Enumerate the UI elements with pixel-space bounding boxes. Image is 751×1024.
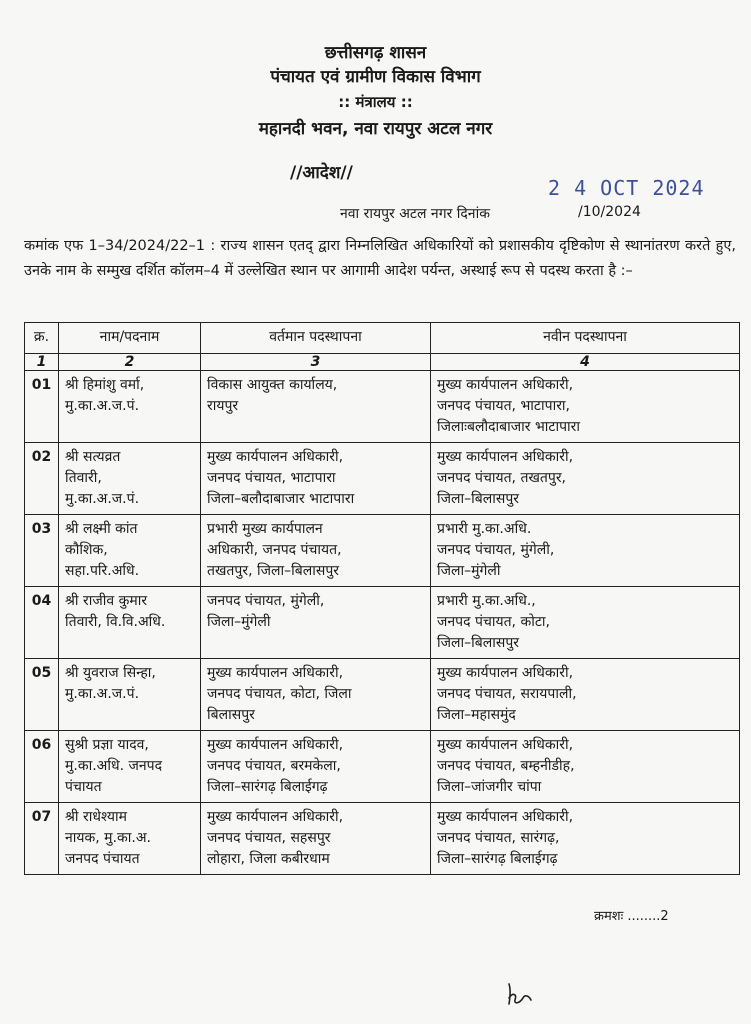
table-header-row <box>25 323 740 354</box>
table-row <box>25 587 740 659</box>
current-posting-cell: मुख्य कार्यपालन अधिकारी, जनपद पंचायत, सहसपुर लोहारा, जिला कबीरधाम <box>201 803 431 875</box>
column-number: 2 <box>59 354 201 371</box>
current-posting-cell: मुख्य कार्यपालन अधिकारी, जनपद पंचायत, कोटा, जिला बिलासपुर <box>201 659 431 731</box>
current-posting-cell: मुख्य कार्यपालन अधिकारी, जनपद पंचायत, भाटापारा जिला–बलौदाबाजार भाटापारा <box>201 443 431 515</box>
address-line: महानदी भवन, नवा रायपुर अटल नगर <box>258 119 493 139</box>
header-name: नाम/पदनाम <box>59 323 201 354</box>
order-title: //आदेश// <box>290 163 353 183</box>
name-cell: श्री सत्यव्रत तिवारी, मु.का.अ.ज.पं. <box>59 443 201 515</box>
new-posting-cell: मुख्य कार्यपालन अधिकारी, जनपद पंचायत, सरायपाली, जिला–महासमुंद <box>431 659 740 731</box>
serial-cell: 03 <box>25 515 59 587</box>
order-date: /10/2024 <box>578 204 641 220</box>
table-row <box>25 731 740 803</box>
serial-cell: 04 <box>25 587 59 659</box>
transfer-table <box>24 322 740 875</box>
serial-cell: 05 <box>25 659 59 731</box>
place-date-label: नवा रायपुर अटल नगर दिनांक <box>340 206 490 222</box>
current-posting-cell: मुख्य कार्यपालन अधिकारी, जनपद पंचायत, बरमकेला, जिला–सारंगढ़ बिलाईगढ़ <box>201 731 431 803</box>
govt-name: छत्तीसगढ़ शासन <box>324 43 427 63</box>
current-posting-cell: जनपद पंचायत, मुंगेली, जिला–मुंगेली <box>201 587 431 659</box>
table-row <box>25 515 740 587</box>
current-posting-cell: प्रभारी मुख्य कार्यपालन अधिकारी, जनपद पंचायत, तखतपुर, जिला–बिलासपुर <box>201 515 431 587</box>
table-row <box>25 659 740 731</box>
signature-icon <box>503 980 537 1008</box>
name-cell: श्री हिमांशु वर्मा, मु.का.अ.ज.पं. <box>59 371 201 443</box>
new-posting-cell: मुख्य कार्यपालन अधिकारी, जनपद पंचायत, बम्हनीडीह, जिला–जांजगीर चांपा <box>431 731 740 803</box>
name-cell: श्री राधेश्याम नायक, मु.का.अ. जनपद पंचायत <box>59 803 201 875</box>
order-intro-paragraph: कमांक एफ 1–34/2024/22–1 : राज्य शासन एतद् द्वारा निम्नलिखित अधिकारियों को प्रशासकीय दृष्टिकोण से स्थानांतरण करते हुए, उनके नाम के सम्मुख दर्शित कॉलम–4 में उल्लेखित स्थान पर आगामी आदेश पर्यन्त, अस्थाई रूप से पदस्थ करता है :– <box>24 238 736 279</box>
table-row <box>25 803 740 875</box>
serial-cell: 06 <box>25 731 59 803</box>
column-number-row <box>25 354 740 371</box>
ministry-label: :: मंत्रालय :: <box>338 93 413 111</box>
header-serial: क्र. <box>25 323 59 354</box>
new-posting-cell: मुख्य कार्यपालन अधिकारी, जनपद पंचायत, सारंगढ़, जिला–सारंगढ़ बिलाईगढ़ <box>431 803 740 875</box>
name-cell: श्री युवराज सिन्हा, मु.का.अ.ज.पं. <box>59 659 201 731</box>
new-posting-cell: मुख्य कार्यपालन अधिकारी, जनपद पंचायत, भाटापारा, जिलाःबलौदाबाजार भाटापारा <box>431 371 740 443</box>
name-cell: सुश्री प्रज्ञा यादव, मु.का.अधि. जनपद पंचायत <box>59 731 201 803</box>
department-name: पंचायत एवं ग्रामीण विकास विभाग <box>270 67 481 87</box>
header-new-posting: नवीन पदस्थापना <box>431 323 740 354</box>
serial-cell: 07 <box>25 803 59 875</box>
serial-cell: 01 <box>25 371 59 443</box>
table-row <box>25 443 740 515</box>
current-posting-cell: विकास आयुक्त कार्यालय, रायपुर <box>201 371 431 443</box>
header-current-posting: वर्तमान पदस्थापना <box>201 323 431 354</box>
column-number: 3 <box>201 354 431 371</box>
column-number: 4 <box>431 354 740 371</box>
new-posting-cell: प्रभारी मु.का.अधि. जनपद पंचायत, मुंगेली, जिला–मुंगेली <box>431 515 740 587</box>
name-cell: श्री लक्ष्मी कांत कौशिक, सहा.परि.अधि. <box>59 515 201 587</box>
table-row <box>25 371 740 443</box>
serial-cell: 02 <box>25 443 59 515</box>
date-stamp: 2 4 OCT 2024 <box>548 176 705 200</box>
continued-note: क्रमशः ........2 <box>594 909 669 924</box>
column-number: 1 <box>25 354 59 371</box>
name-cell: श्री राजीव कुमार तिवारी, वि.वि.अधि. <box>59 587 201 659</box>
new-posting-cell: मुख्य कार्यपालन अधिकारी, जनपद पंचायत, तखतपुर, जिला–बिलासपुर <box>431 443 740 515</box>
new-posting-cell: प्रभारी मु.का.अधि., जनपद पंचायत, कोटा, जिला–बिलासपुर <box>431 587 740 659</box>
